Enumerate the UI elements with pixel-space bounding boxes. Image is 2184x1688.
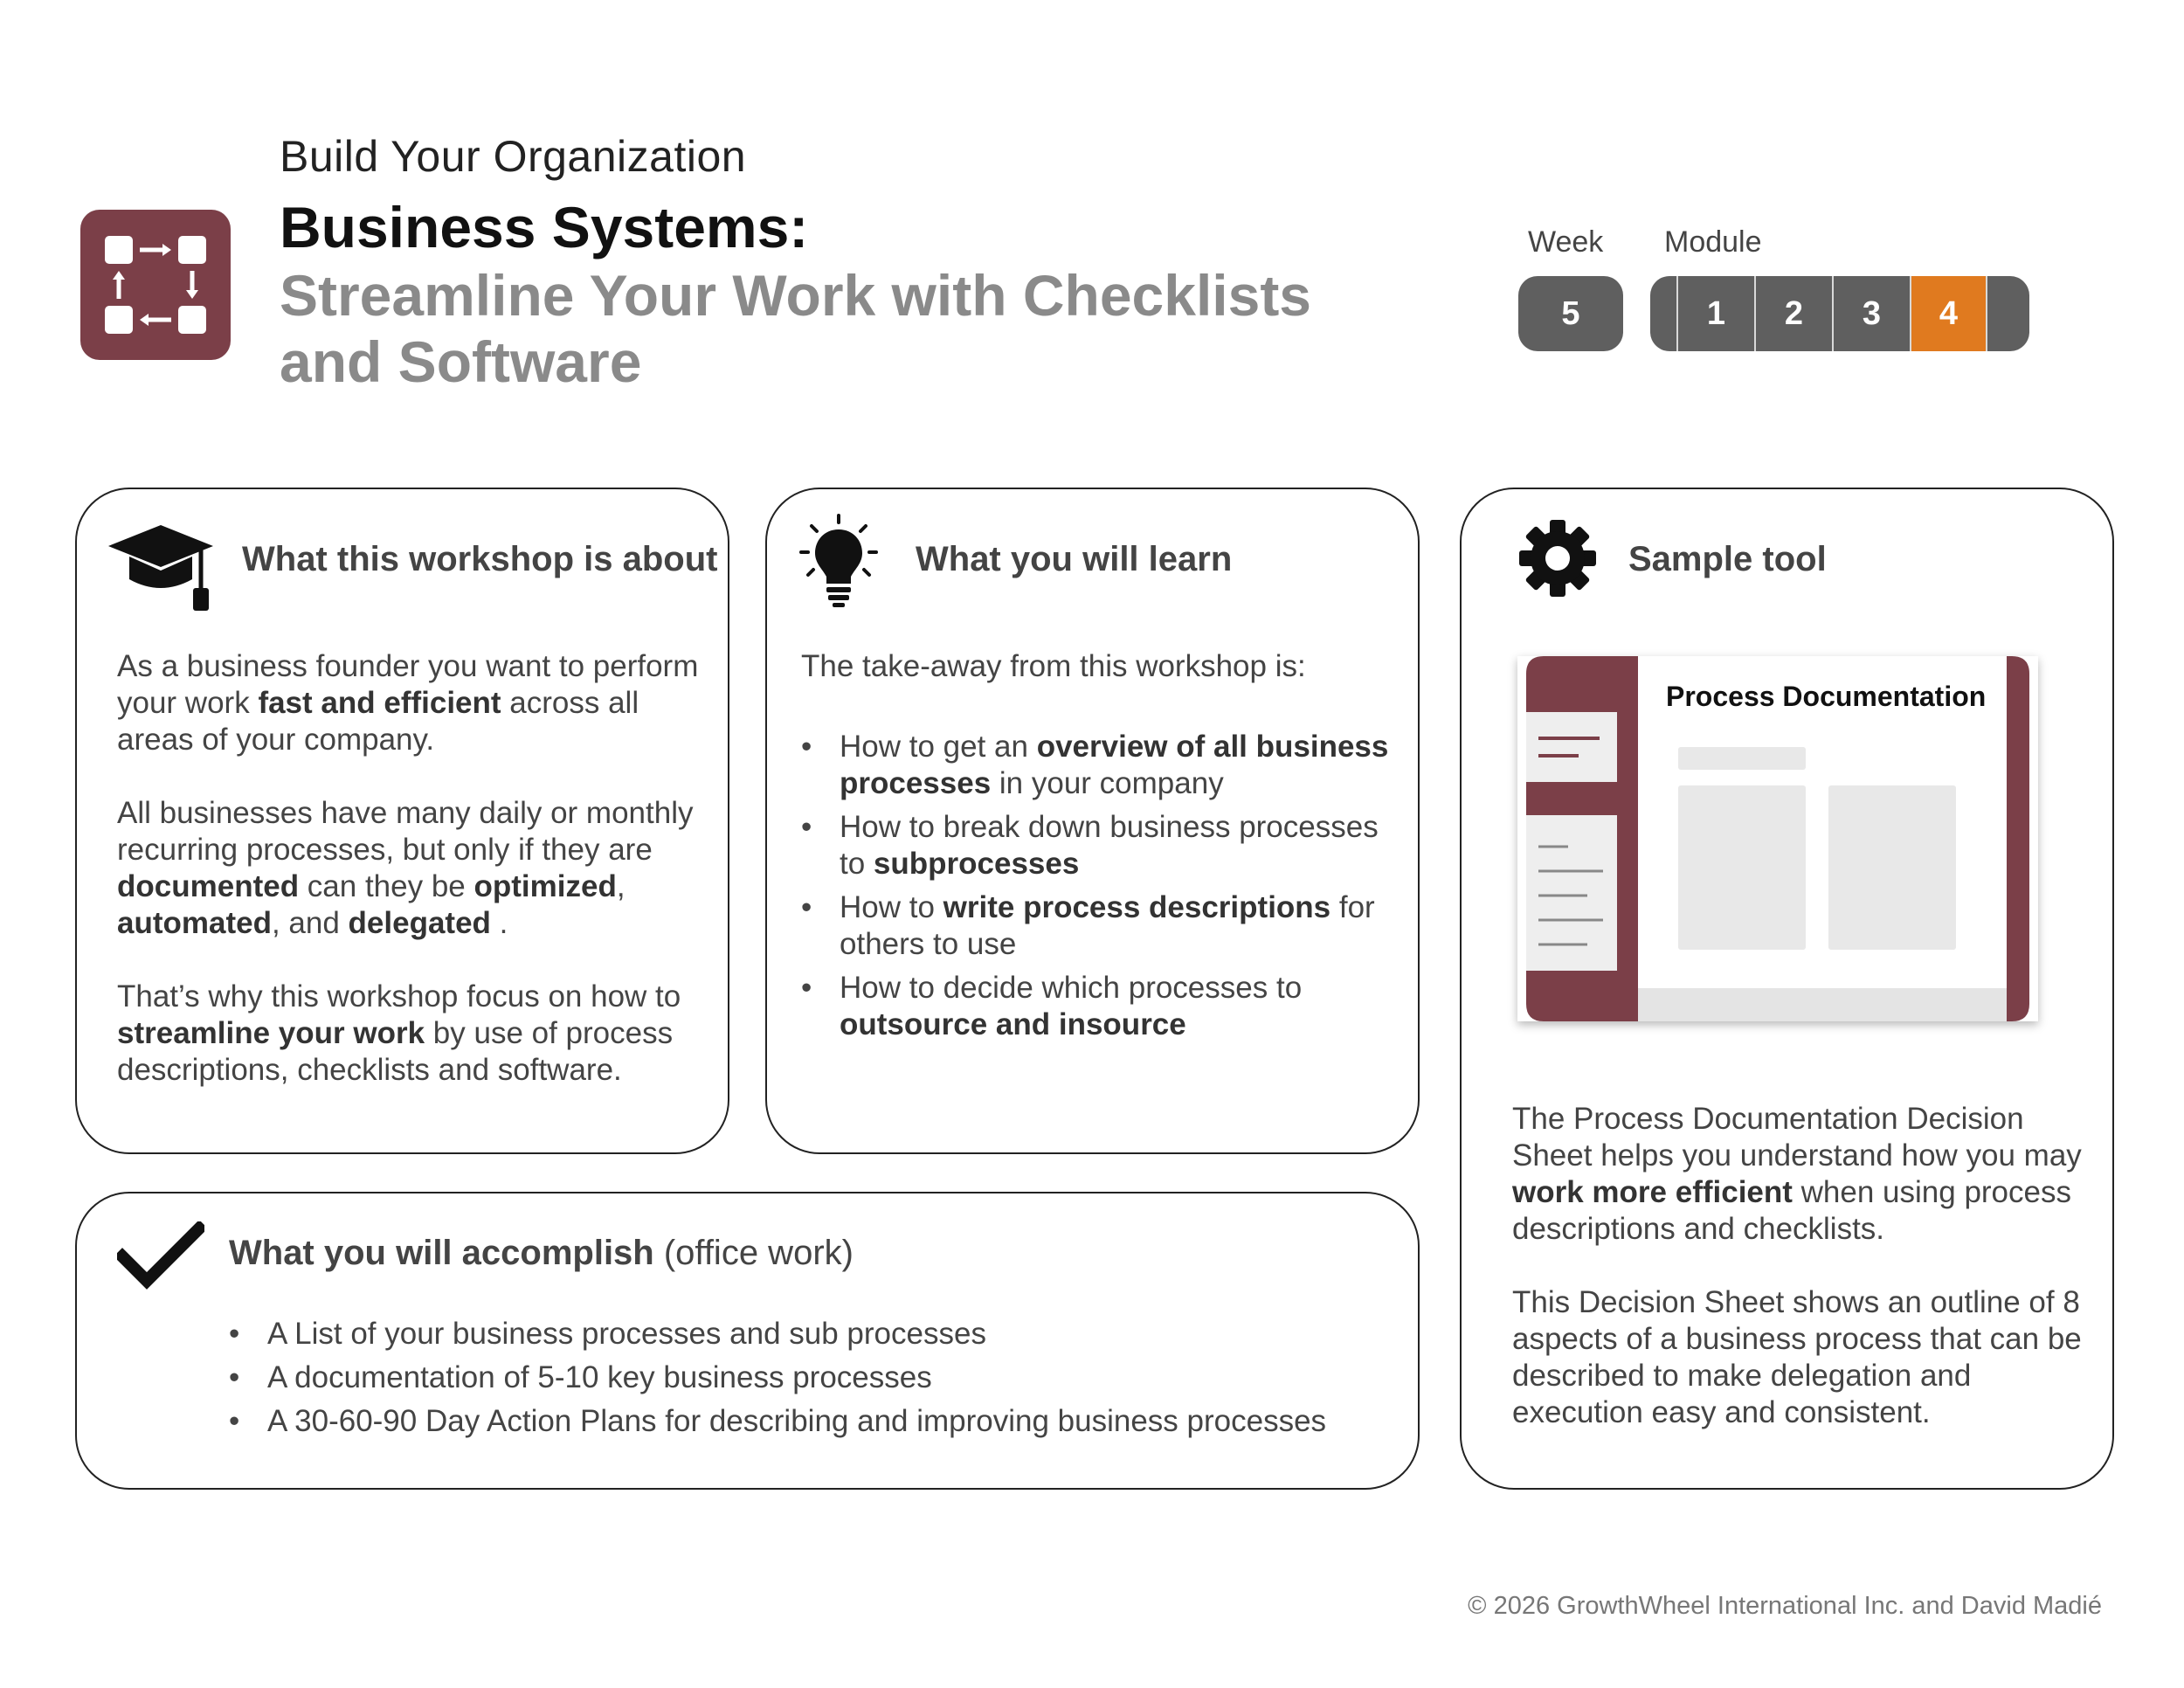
sample-tool-title: Sample tool [1628,540,1827,578]
list-item: • How to break down business processes to subprocesses [801,809,1404,882]
list-item: • How to get an overview of all business processes in your company [801,729,1404,802]
module-3: 3 [1832,276,1910,351]
list-item: • How to decide which processes to outsource and insource [801,970,1404,1043]
about-body: As a business founder you want to perform your work fast and efficient across all areas of your company. All businesses have many daily or monthly recurring processes, but only if they are documented can they be optimized, automated, and delegated . That’s why this workshop focus on how to streamline your work by use of process descriptions, checklists and software. [117,649,699,1087]
list-item: • A 30-60-90 Day Action Plans for describing and improving business processes [229,1403,1400,1440]
copyright-footer: © 2026 GrowthWheel International Inc. and David Madié [1468,1592,2102,1620]
sample-tool-body: The Process Documentation Decision Sheet helps you understand how you may work more efficient when using process descriptions and checklists. This Decision Sheet shows an outline of 8 aspects of a business process that can be described to make delegation and execution easy and consistent. [1512,1102,2082,1429]
module-indicator [1650,276,2029,351]
learn-list [801,729,1404,1043]
page-subtitle: Streamline Your Work with Checklists and Software [280,263,1312,394]
page-title: Business Systems: [280,195,809,259]
supertitle: Build Your Organization [280,132,747,181]
module-4-active: 4 [1910,276,1987,351]
week-label: Week [1528,225,1604,259]
list-item: • A List of your business processes and sub processes [229,1316,1400,1352]
sample-tool-preview [1517,656,2038,1021]
checkmark-icon [117,1221,204,1296]
module-label: Module [1664,225,1762,259]
learn-body: The take-away from this workshop is: • How to get an overview of all business processes in your company • How to break down business processes to subprocesses • How to write process descriptions for others to use • How to decide which processes to outsource and insource [801,648,1404,1050]
accomplish-list [229,1316,1400,1440]
accomplish-body [229,1316,1400,1447]
learn-title: What you will learn [916,540,1233,578]
gear-icon [1518,519,1597,602]
module-2: 2 [1754,276,1832,351]
week-badge: 5 [1518,276,1623,351]
list-item: • How to write process descriptions for others to use [801,889,1404,963]
tool-preview-title: Process Documentation [1666,681,1987,712]
graduation-cap-icon [107,522,215,617]
process-flow-icon [80,210,231,360]
lightbulb-icon [799,514,878,614]
about-title: What this workshop is about [242,540,718,578]
list-item: • A documentation of 5-10 key business processes [229,1359,1400,1396]
accomplish-title: What you will accomplish (office work) [229,1234,854,1272]
module-1: 1 [1676,276,1754,351]
